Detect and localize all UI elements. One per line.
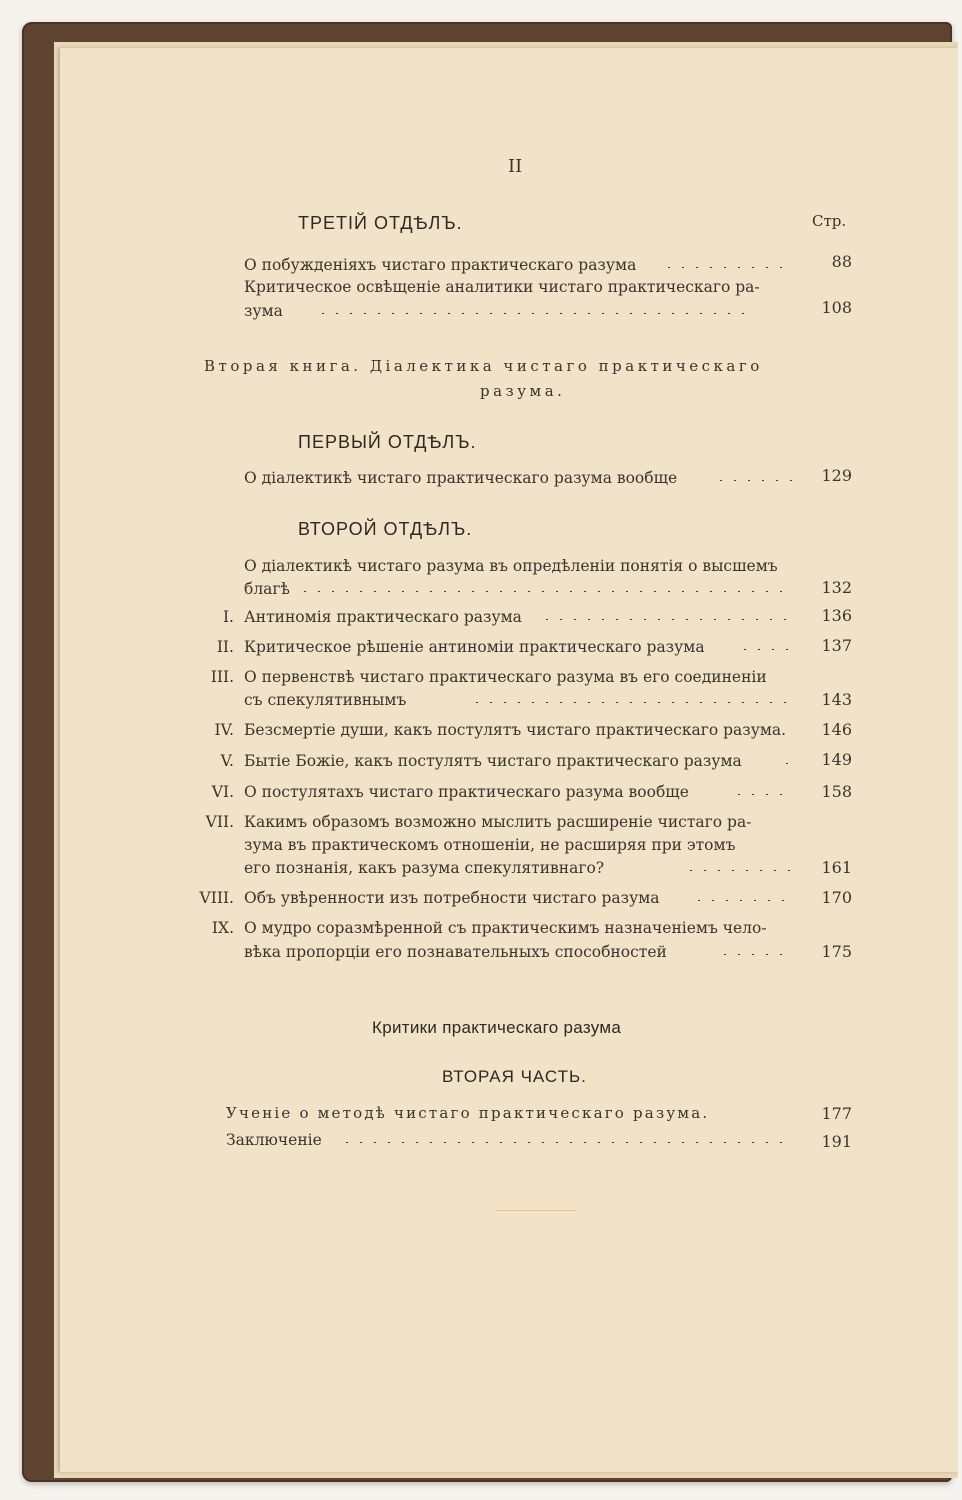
third-section-heading: ТРЕТІЙ ОТДѢЛЪ.: [298, 213, 463, 233]
toc-page-number: 132: [821, 578, 852, 597]
toc-entry-text: О діалектикѣ чистаго практическаго разума вообще: [244, 469, 678, 487]
item-numeral: VIII.: [199, 889, 234, 907]
toc-entry-text: О постулятахъ чистаго практическаго разума вообще: [244, 783, 689, 801]
toc-entry-text-cont: его познанія, какъ разума спекулятивнаго?: [244, 859, 605, 877]
leader-dots: [662, 266, 792, 268]
leader-dots: [718, 953, 792, 955]
toc-page-number: 146: [821, 720, 852, 739]
toc-entry-text: Бытіе Божіе, какъ постулятъ чистаго практическаго разума: [244, 752, 742, 770]
toc-entry-text: Ученіе о методѣ чистаго практическаго разума.: [226, 1104, 710, 1122]
leader-dots: [738, 648, 792, 650]
item-numeral: IX.: [211, 919, 234, 937]
toc-page-number: 129: [821, 466, 852, 485]
toc-entry-text: Критическое рѣшеніе антиноміи практическаго разума: [244, 638, 705, 656]
leader-dots: [780, 762, 794, 764]
toc-page-number: 136: [821, 606, 852, 625]
toc-entry-text: Какимъ образомъ возможно мыслить расширеніе чистаго ра-: [244, 813, 752, 831]
page-column-header: Стр.: [812, 212, 847, 230]
toc-page-number: 177: [821, 1104, 852, 1123]
toc-page-number: 137: [821, 636, 852, 655]
leader-dots: [714, 479, 792, 481]
item-numeral: II.: [216, 638, 234, 656]
toc-entry-text: О первенствѣ чистаго практическаго разума въ его соединеніи: [244, 668, 767, 686]
leader-dots: [684, 869, 792, 871]
toc-entry-text: Объ увѣренности изъ потребности чистаго разума: [244, 889, 660, 907]
leader-dots: [540, 618, 792, 620]
book-two-title: Вторая книга. Діалектика чистаго практическаго: [204, 357, 763, 375]
toc-entry-text-cont: съ спекулятивнымъ: [244, 691, 407, 709]
toc-page-number: 108: [821, 298, 852, 317]
toc-page-number: 161: [821, 858, 852, 877]
item-numeral: V.: [220, 752, 234, 770]
part-two-subtitle: ВТОРАЯ ЧАСТЬ.: [442, 1067, 587, 1086]
part-two-title: Критики практическаго разума: [372, 1018, 622, 1037]
second-section-heading: ВТОРОЙ ОТДѢЛЪ.: [298, 519, 473, 539]
toc-page-number: 158: [821, 782, 852, 801]
leader-dots: [316, 312, 756, 314]
toc-entry-text: Критическое освѣщеніе аналитики чистаго практическаго ра-: [244, 278, 760, 296]
book-two-title-cont: разума.: [480, 382, 566, 400]
leader-dots: [732, 793, 792, 795]
leader-dots: [298, 590, 792, 592]
toc-entry-text-cont: зума: [244, 302, 283, 320]
item-numeral: IV.: [214, 721, 234, 739]
toc-entry-text: О побужденіяхъ чистаго практическаго разума: [244, 256, 637, 274]
toc-entry-text-cont: зума въ практическомъ отношеніи, не расширяя при этомъ: [244, 836, 736, 854]
toc-entry-text-cont: вѣка пропорціи его познавательныхъ способностей: [244, 943, 667, 961]
leader-dots: [470, 701, 792, 703]
leader-dots: [340, 1141, 792, 1143]
toc-entry-text: Заключеніе: [226, 1131, 322, 1149]
toc-entry-text-cont: благѣ: [244, 580, 290, 598]
item-numeral: VII.: [205, 813, 234, 831]
toc-entry-text: Безсмертіе души, какъ постулятъ чистаго практическаго разума.: [244, 721, 787, 739]
toc-page-number: 191: [821, 1132, 852, 1151]
toc-entry-text: О мудро соразмѣренной съ практическимъ назначеніемъ чело-: [244, 919, 767, 937]
item-numeral: VI.: [211, 783, 234, 801]
toc-page-number: 149: [821, 750, 852, 769]
item-numeral: III.: [210, 668, 234, 686]
closing-rule: [496, 1210, 576, 1211]
toc-page-number: 175: [821, 942, 852, 961]
item-numeral: I.: [222, 608, 234, 626]
toc-page-number: 170: [821, 888, 852, 907]
toc-entry-text: О діалектикѣ чистаго разума въ опредѣленіи понятія о высшемъ: [244, 557, 778, 575]
toc-entry-text: Антиномія практическаго разума: [244, 608, 522, 626]
leader-dots: [692, 899, 792, 901]
first-section-heading: ПЕРВЫЙ ОТДѢЛЪ.: [298, 432, 477, 452]
toc-page-number: 88: [831, 252, 852, 271]
toc-page-number: 143: [821, 690, 852, 709]
page-number: II: [508, 156, 523, 177]
